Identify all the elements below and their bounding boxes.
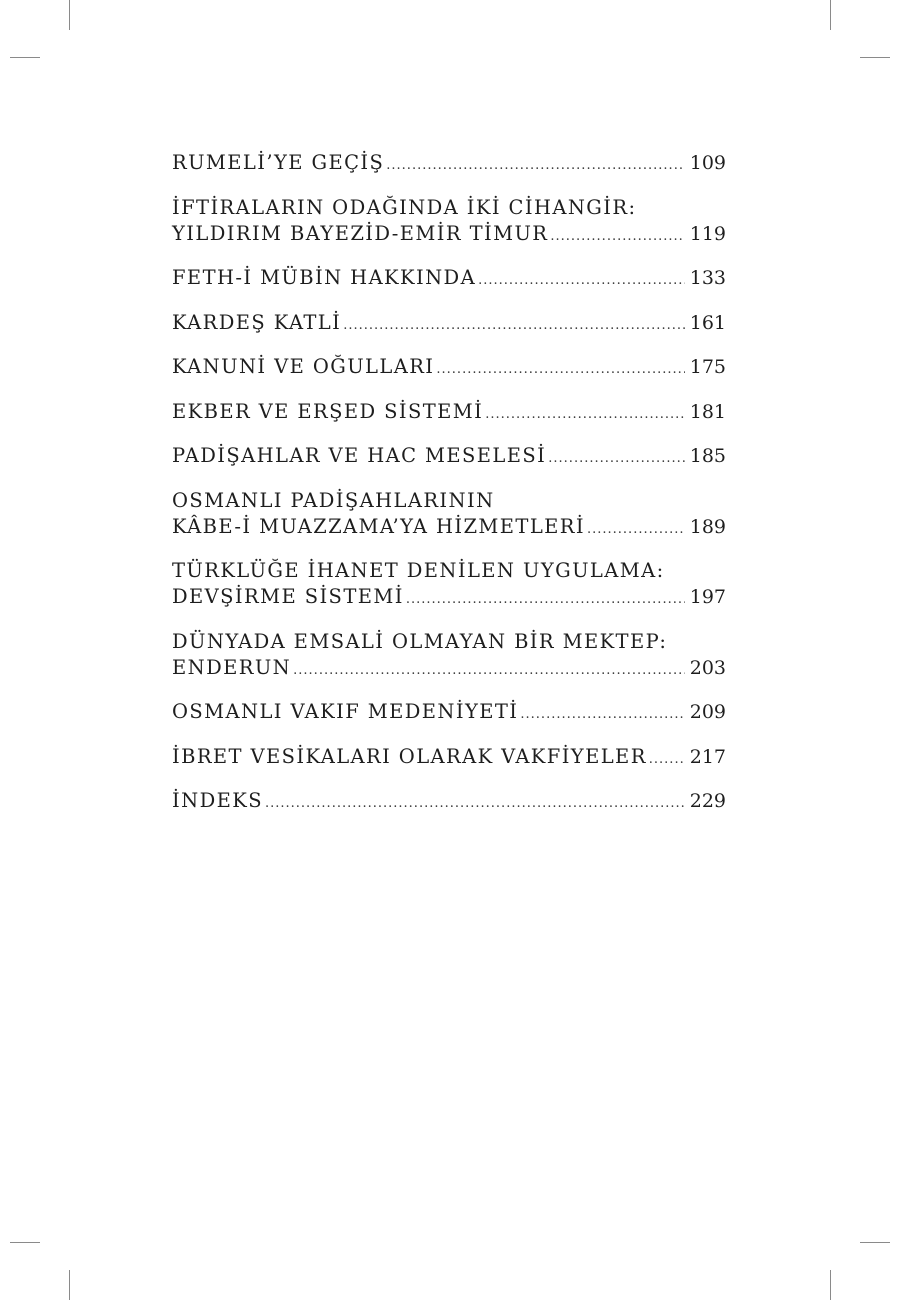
- toc-page-number: 109: [689, 152, 726, 174]
- dot-leader: [436, 357, 684, 383]
- toc-entry[interactable]: [172, 788, 726, 817]
- toc-entry-title: KANUNİ VE OĞULLARI: [172, 355, 435, 378]
- toc-entry-row: [172, 399, 726, 428]
- toc-entry-title: EKBER VE ERŞED SİSTEMİ: [172, 399, 484, 423]
- toc-entry[interactable]: [172, 150, 726, 179]
- toc-entry-title: OSMANLI VAKIF MEDENİYETİ: [172, 700, 519, 723]
- crop-mark-right-top: [860, 57, 890, 58]
- toc-entry[interactable]: [172, 443, 726, 472]
- toc-entry-row: [172, 443, 726, 472]
- toc-entry-title: PADİŞAHLAR VE HAC MESELESİ: [172, 444, 547, 467]
- toc-page-number: 197: [689, 586, 726, 608]
- toc-entry-title-line: OSMANLI PADİŞAHLARININ: [172, 488, 495, 512]
- toc-page-number: 181: [689, 400, 726, 423]
- toc-entry-row: [172, 265, 726, 294]
- toc-entry[interactable]: [172, 265, 726, 294]
- toc-entry-row: [172, 744, 726, 773]
- toc-page-number: 229: [689, 790, 726, 812]
- toc-entry-row: [172, 655, 726, 684]
- dot-leader: [293, 658, 685, 684]
- toc-entry-title-line: İFTİRALARIN ODAĞINDA İKİ CİHANGİR:: [172, 195, 637, 219]
- toc-entry-title: İBRET VESİKALARI OLARAK VAKFİYELER: [172, 744, 647, 768]
- toc-page-number: 175: [689, 356, 726, 378]
- toc-entry-title: YILDIRIM BAYEZİD-EMİR TİMUR: [172, 221, 549, 245]
- dot-leader: [386, 153, 684, 179]
- toc-entry[interactable]: [172, 488, 726, 543]
- toc-entry-title: FETH-İ MÜBİN HAKKINDA: [172, 266, 477, 289]
- toc-entry-row: [172, 310, 726, 339]
- toc-entry[interactable]: [172, 195, 726, 250]
- dot-leader: [548, 446, 684, 472]
- dot-leader: [485, 402, 684, 428]
- toc-entry-row: [172, 584, 726, 613]
- toc-entry[interactable]: [172, 558, 726, 613]
- toc-entry-title-line: DÜNYADA EMSALİ OLMAYAN BİR MEKTEP:: [172, 629, 668, 653]
- toc-page-number: 189: [689, 515, 726, 538]
- toc-entry-row: [172, 788, 726, 817]
- toc-entry-title: KARDEŞ KATLİ: [172, 310, 342, 334]
- dot-leader: [478, 268, 685, 294]
- toc-entry-title: ENDERUN: [172, 655, 292, 679]
- toc-entry[interactable]: [172, 629, 726, 684]
- dot-leader: [587, 517, 685, 543]
- dot-leader: [343, 313, 685, 339]
- dot-leader: [406, 587, 685, 613]
- toc-entry-row: [172, 514, 726, 543]
- toc-page-number: 161: [689, 311, 726, 334]
- dot-leader: [550, 224, 684, 250]
- crop-mark-top-right: [830, 0, 831, 30]
- dot-leader: [520, 702, 684, 728]
- crop-mark-bottom-left: [69, 1270, 70, 1300]
- crop-mark-left-bottom: [10, 1242, 40, 1243]
- toc-entry-row: [172, 699, 726, 728]
- crop-mark-left-top: [10, 57, 40, 58]
- toc-page-number: 133: [689, 267, 726, 289]
- crop-mark-top-left: [69, 0, 70, 30]
- toc-entry-row: [172, 150, 726, 179]
- toc-entry-row: [172, 221, 726, 250]
- toc-entry-title: KÂBE-İ MUAZZAMA’YA HİZMETLERİ: [172, 514, 585, 538]
- toc-entry[interactable]: [172, 699, 726, 728]
- toc-entry[interactable]: [172, 354, 726, 383]
- toc-page-number: 185: [689, 445, 726, 467]
- toc-entry-row: [172, 354, 726, 383]
- toc-entry[interactable]: [172, 310, 726, 339]
- toc-entry-title-line: TÜRKLÜĞE İHANET DENİLEN UYGULAMA:: [172, 559, 665, 582]
- table-of-contents: [172, 150, 726, 833]
- dot-leader: [649, 747, 685, 773]
- crop-mark-right-bottom: [860, 1242, 890, 1243]
- toc-page-number: 209: [689, 701, 726, 723]
- toc-page-number: 203: [689, 656, 726, 679]
- toc-entry-title: İNDEKS: [172, 789, 263, 812]
- crop-mark-bottom-right: [830, 1270, 831, 1300]
- toc-page-number: 217: [689, 745, 726, 768]
- toc-entry[interactable]: [172, 744, 726, 773]
- toc-entry[interactable]: [172, 399, 726, 428]
- dot-leader: [265, 791, 685, 817]
- toc-page-number: 119: [689, 222, 726, 245]
- toc-entry-title: DEVŞİRME SİSTEMİ: [172, 585, 404, 608]
- toc-entry-title: RUMELİ’YE GEÇİŞ: [172, 151, 385, 174]
